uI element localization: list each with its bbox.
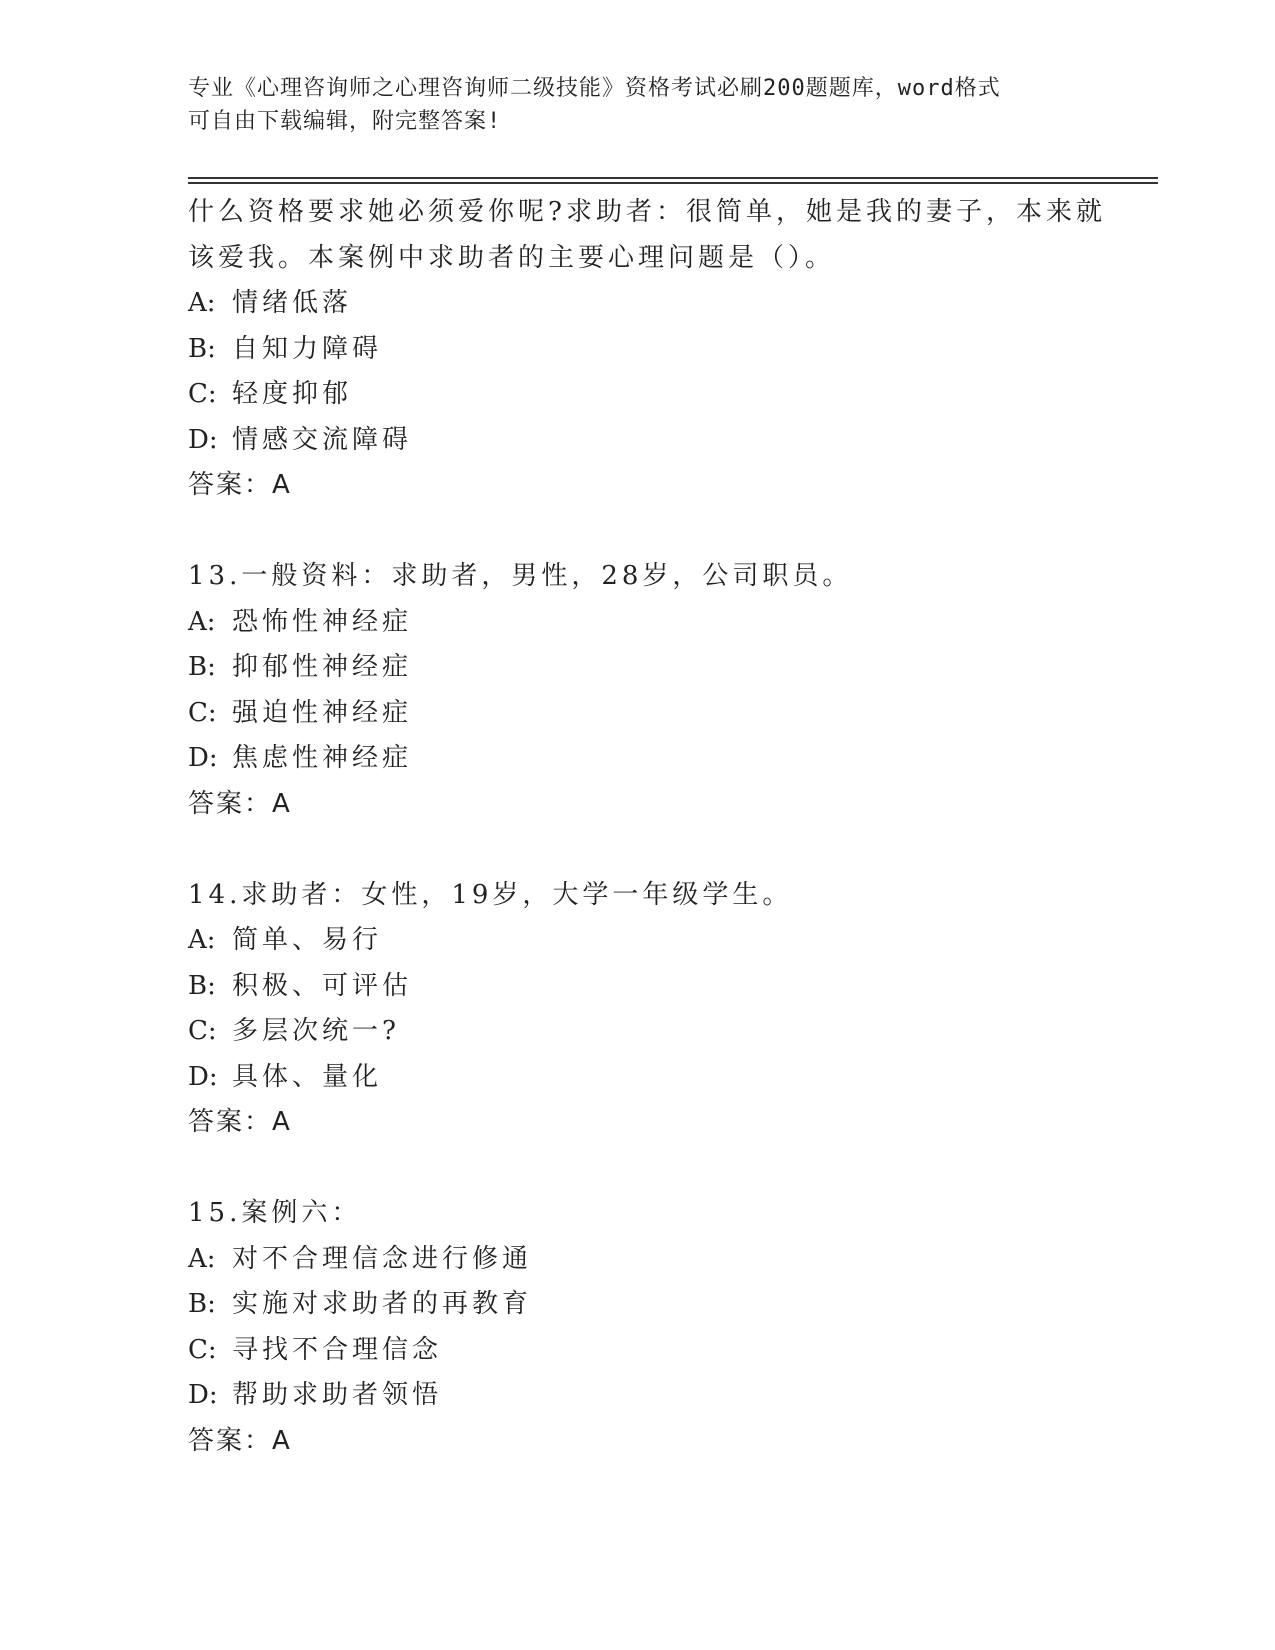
question-stem-line-1: 什么资格要求她必须爱你呢?求助者：很简单，她是我的妻子，本来就	[188, 197, 1106, 227]
answer-line: 答案：A	[188, 470, 292, 500]
option-letter: D:	[188, 743, 218, 773]
option-text: 实施对求助者的再教育	[232, 1289, 533, 1319]
option-text: 自知力障碍	[232, 333, 383, 364]
question-stem: 15.案例六：	[188, 1198, 362, 1228]
option-letter: A:	[188, 1243, 216, 1274]
question-block-15	[188, 1191, 1088, 1464]
option-text: 具体、量化	[232, 1061, 383, 1092]
option-d	[188, 1373, 1088, 1419]
option-text: 情绪低落	[232, 288, 353, 318]
header-divider-top	[188, 177, 1158, 179]
spacer	[188, 1146, 1088, 1192]
option-a	[188, 281, 1088, 327]
option-c	[188, 1009, 1088, 1055]
question-block-continued	[188, 190, 1106, 509]
option-text: 轻度抑郁	[232, 379, 353, 409]
option-letter: B:	[188, 333, 216, 364]
option-letter: A:	[188, 925, 216, 955]
option-letter: D:	[188, 1061, 218, 1092]
header-line-2: 可自由下载编辑，附完整答案!	[188, 109, 502, 134]
question-content	[188, 190, 1106, 1464]
option-b	[188, 1282, 1088, 1328]
option-a	[188, 600, 1088, 646]
option-text: 积极、可评估	[232, 970, 413, 1001]
option-d	[188, 736, 1088, 782]
option-c	[188, 1328, 1088, 1374]
option-letter: C:	[188, 1334, 217, 1365]
question-block-13	[188, 554, 1088, 827]
answer-line: 答案：A	[188, 1425, 292, 1456]
question-block-14	[188, 873, 1088, 1146]
option-letter: B:	[188, 970, 216, 1001]
option-d	[188, 418, 1088, 464]
option-letter: C:	[188, 379, 217, 409]
option-text: 抑郁性神经症	[232, 652, 413, 682]
option-b	[188, 964, 1088, 1010]
option-text: 简单、易行	[232, 925, 383, 955]
option-letter: D:	[188, 424, 218, 455]
option-letter: C:	[188, 697, 217, 728]
option-text: 寻找不合理信念	[232, 1334, 443, 1365]
option-d	[188, 1055, 1088, 1101]
option-letter: C:	[188, 1016, 217, 1046]
answer-line: 答案：A	[188, 1107, 292, 1137]
option-letter: D:	[188, 1380, 218, 1410]
question-stem: 14.求助者：女性，19岁，大学一年级学生。	[188, 879, 793, 910]
header-divider-bottom	[188, 182, 1158, 184]
option-a	[188, 1237, 1088, 1283]
option-b	[188, 327, 1088, 373]
option-text: 帮助求助者领悟	[232, 1380, 443, 1410]
option-letter: B:	[188, 652, 216, 682]
option-c	[188, 372, 1088, 418]
answer-line: 答案：A	[188, 788, 292, 819]
option-b	[188, 645, 1088, 691]
question-stem: 13.一般资料：求助者，男性，28岁，公司职员。	[188, 561, 853, 591]
spacer	[188, 509, 1088, 555]
spacer	[188, 827, 1088, 873]
option-text: 焦虑性神经症	[232, 743, 413, 773]
option-text: 情感交流障碍	[232, 424, 413, 455]
option-letter: A:	[188, 606, 216, 637]
option-letter: B:	[188, 1289, 216, 1319]
header-line-1: 专业《心理咨询师之心理咨询师二级技能》资格考试必刷200题题库，word格式	[188, 76, 1001, 101]
option-text: 对不合理信念进行修通	[232, 1243, 533, 1274]
option-letter: A:	[188, 288, 216, 318]
document-header	[188, 72, 1088, 138]
option-a	[188, 918, 1088, 964]
question-stem-line-2: 该爱我。本案例中求助者的主要心理问题是（）。	[188, 242, 836, 273]
option-text: 强迫性神经症	[232, 697, 413, 728]
option-c	[188, 691, 1088, 737]
option-text: 恐怖性神经症	[232, 606, 413, 637]
option-text: 多层次统一?	[232, 1016, 400, 1046]
